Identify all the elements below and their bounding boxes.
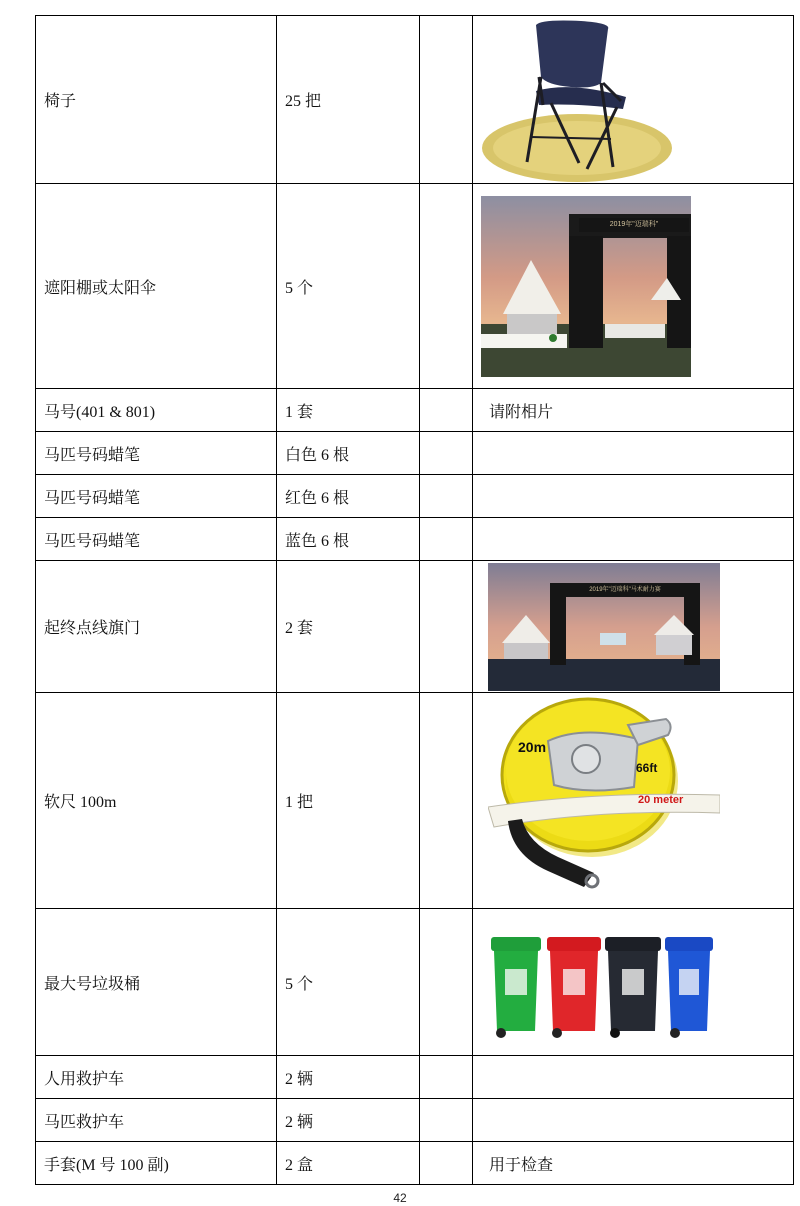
table-row xyxy=(36,184,794,389)
item-quantity: 2 辆 xyxy=(277,1056,420,1099)
item-name: 最大号垃圾桶 xyxy=(36,909,277,1056)
tape-20m-label: 20m xyxy=(518,738,547,755)
tent-banner-text: 2019年"迈瑞科" xyxy=(579,218,689,232)
item-quantity: 25 把 xyxy=(277,16,420,184)
table-row xyxy=(36,518,794,561)
item-quantity: 2 辆 xyxy=(277,1099,420,1142)
blank-cell xyxy=(420,693,473,909)
equipment-table xyxy=(35,15,794,1185)
item-name: 软尺 100m xyxy=(36,693,277,909)
table-row xyxy=(36,475,794,518)
red-bin-icon xyxy=(547,937,601,1038)
tape-ruler-label: 20 meter xyxy=(638,793,684,806)
item-quantity: 2 套 xyxy=(277,561,420,693)
blank-cell xyxy=(420,16,473,184)
item-name: 马匹号码蜡笔 xyxy=(36,518,277,561)
image-cell xyxy=(473,909,794,1056)
item-quantity: 2 盒 xyxy=(277,1142,420,1185)
table-row xyxy=(36,693,794,909)
table-row xyxy=(36,16,794,184)
blank-cell xyxy=(420,909,473,1056)
item-note: 请附相片 xyxy=(489,403,554,421)
note-cell xyxy=(473,389,794,432)
blue-bin-icon xyxy=(665,937,713,1038)
item-quantity: 5 个 xyxy=(277,184,420,389)
page-number: 42 xyxy=(393,1191,407,1205)
blank-cell xyxy=(420,184,473,389)
table-row xyxy=(36,1099,794,1142)
item-name: 马匹号码蜡笔 xyxy=(36,475,277,518)
image-cell xyxy=(473,693,794,909)
tape-measure-photo xyxy=(488,695,720,907)
gate-banner-text: 2019年"迈瑞科"马术耐力赛 xyxy=(554,584,696,596)
item-quantity: 白色 6 根 xyxy=(277,432,420,475)
blank-cell xyxy=(420,1099,473,1142)
trash-bins-photo xyxy=(489,911,719,1054)
image-cell xyxy=(473,184,794,389)
blank-cell xyxy=(420,389,473,432)
item-name: 人用救护车 xyxy=(36,1056,277,1099)
item-name: 遮阳棚或太阳伞 xyxy=(36,184,277,389)
blank-cell xyxy=(420,518,473,561)
note-cell xyxy=(473,1056,794,1099)
green-bin-icon xyxy=(491,937,541,1038)
table-row xyxy=(36,909,794,1056)
image-cell xyxy=(473,561,794,693)
table-row xyxy=(36,389,794,432)
table-row xyxy=(36,561,794,693)
sunset-tents-photo xyxy=(481,196,691,377)
note-cell xyxy=(473,1142,794,1185)
blank-cell xyxy=(420,1056,473,1099)
item-name: 马号(401 & 801) xyxy=(36,389,277,432)
item-quantity: 红色 6 根 xyxy=(277,475,420,518)
table-row xyxy=(36,432,794,475)
blank-cell xyxy=(420,432,473,475)
note-cell xyxy=(473,1099,794,1142)
item-name: 马匹救护车 xyxy=(36,1099,277,1142)
black-bin-icon xyxy=(605,937,661,1038)
blank-cell xyxy=(420,1142,473,1185)
blank-cell xyxy=(420,561,473,693)
item-quantity: 1 套 xyxy=(277,389,420,432)
image-cell xyxy=(473,16,794,184)
item-name: 椅子 xyxy=(36,16,277,184)
note-cell xyxy=(473,432,794,475)
folding-chair-photo xyxy=(481,17,674,183)
note-cell xyxy=(473,475,794,518)
blank-cell xyxy=(420,475,473,518)
start-finish-gate-photo xyxy=(488,563,720,691)
item-quantity: 蓝色 6 根 xyxy=(277,518,420,561)
item-quantity: 1 把 xyxy=(277,693,420,909)
note-cell xyxy=(473,518,794,561)
table-row xyxy=(36,1056,794,1099)
item-name: 马匹号码蜡笔 xyxy=(36,432,277,475)
tape-66ft-label: 66ft xyxy=(636,760,658,775)
item-note: 用于检查 xyxy=(489,1156,554,1174)
item-name: 起终点线旗门 xyxy=(36,561,277,693)
item-name: 手套(M 号 100 副) xyxy=(36,1142,277,1185)
table-row xyxy=(36,1142,794,1185)
item-quantity: 5 个 xyxy=(277,909,420,1056)
